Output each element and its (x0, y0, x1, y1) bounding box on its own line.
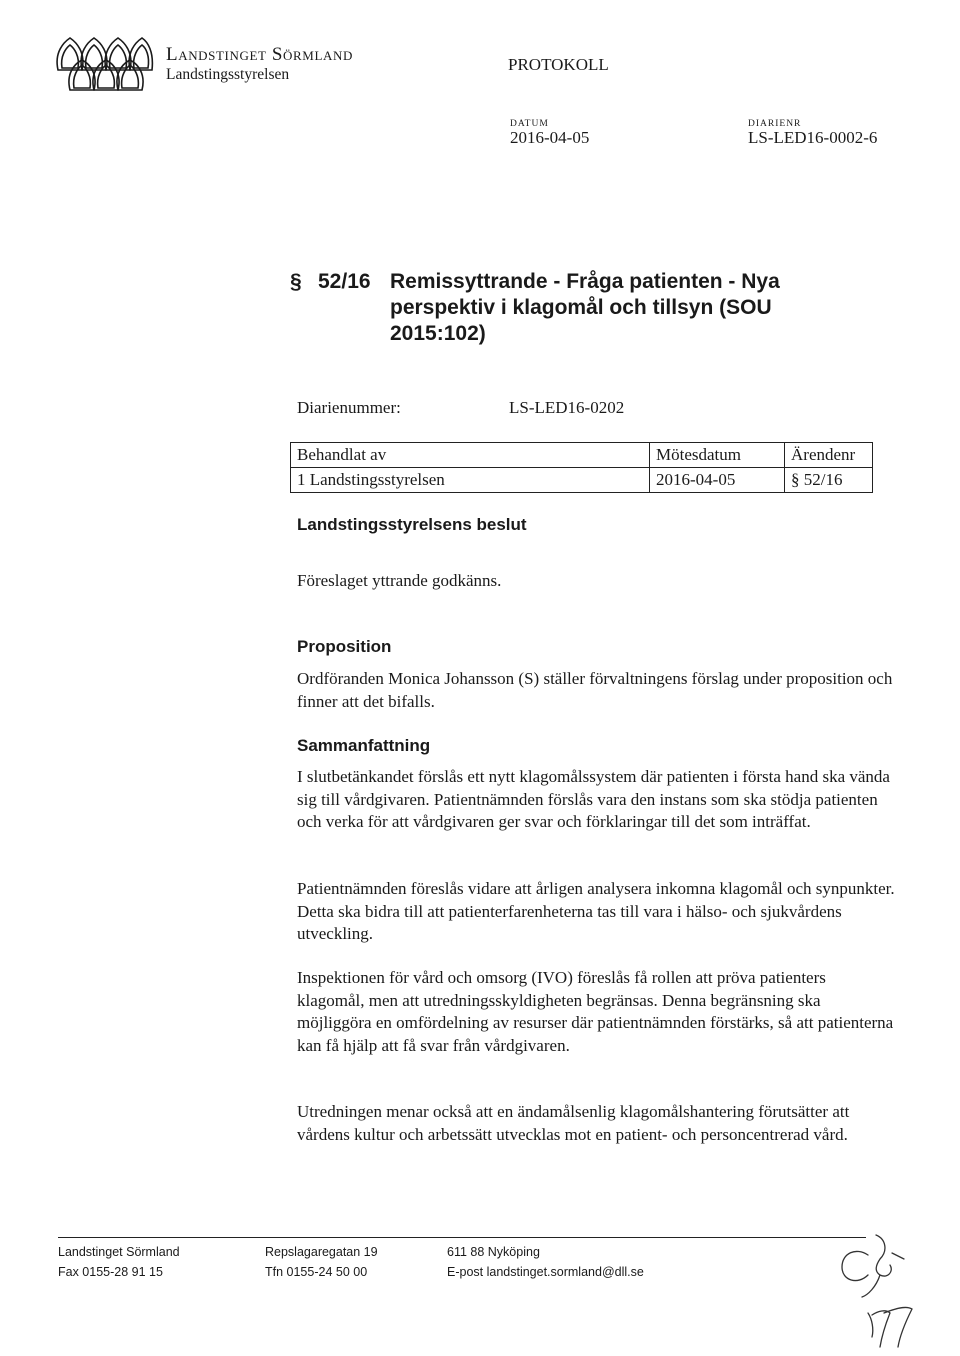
sammanfattning-paragraph: Inspektionen för vård och omsorg (IVO) föreslås få rollen att pröva patienters klagomål, men att utredningsskyldigheten begränsas. Denna begränsning ska möjliggöra en omfördelning av resurser där patientnämnden förstärks, så att patienterna kan få hjälp att få svar från vårdgivaren. (297, 968, 894, 1055)
proposition-heading: Proposition (297, 637, 392, 656)
footer-phone: Tfn 0155-24 50 00 (265, 1265, 368, 1279)
organization-unit: Landstingsstyrelsen (166, 66, 290, 83)
table-header-row (291, 443, 873, 468)
diarienummer-label: Diarienummer: (297, 398, 401, 417)
sammanfattning-paragraph: Patientnämnden föreslås vidare att årligen analysera inkomna klagomål och synpunkter. Detta ska bidra till att patienterfarenheterna tas till vara i hälso- och sjukvårdens utveckling. (297, 879, 895, 943)
date-value: 2016-04-05 (510, 128, 590, 147)
section-sign: § (290, 270, 302, 293)
diarie-value: LS-LED16-0002-6 (748, 128, 878, 147)
footer-fax: Fax 0155-28 91 15 (58, 1265, 163, 1279)
diarie-label: DIARIENR (748, 119, 802, 129)
table-row (291, 468, 873, 493)
diarienummer-value: LS-LED16-0202 (509, 398, 625, 417)
footer-street: Repslagaregatan 19 (265, 1245, 378, 1259)
beslut-text: Föreslaget yttrande godkänns. (297, 571, 502, 590)
footer-divider (58, 1237, 866, 1238)
handwritten-initials (828, 1225, 940, 1350)
table-cell: 1 Landstingsstyrelsen (291, 468, 650, 493)
footer-organization: Landstinget Sörmland (58, 1245, 180, 1259)
sammanfattning-paragraph: I slutbetänkandet förslås ett nytt klagomålssystem där patienten i första hand ska vända sig till vårdgivaren. Patientnämnden förslås vara den instans som ska stödja patienten och verka för att vårdgivaren ger svar och förklaringar till det som inträffat. (297, 767, 890, 831)
handling-table (290, 442, 873, 493)
sammanfattning-paragraph: Utredningen menar också att en ändamålsenlig klagomålshantering förutsätter att vårdens kultur och arbetssätt utvecklas mot en patient- och personcentrerad vård. (297, 1102, 850, 1144)
landstinget-logo (52, 30, 154, 96)
table-header-cell: Ärendenr (785, 443, 873, 468)
footer-postal: 611 88 Nyköping (447, 1245, 540, 1259)
beslut-heading: Landstingsstyrelsens beslut (297, 515, 527, 534)
table-cell: § 52/16 (785, 468, 873, 493)
table-cell: 2016-04-05 (650, 468, 785, 493)
date-label: DATUM (510, 119, 549, 129)
document-type: PROTOKOLL (508, 55, 609, 74)
footer-email: E-post landstinget.sormland@dll.se (447, 1265, 644, 1279)
sammanfattning-heading: Sammanfattning (297, 736, 431, 755)
case-title: Remissyttrande - Fråga patienten - Nya perspektiv i klagomål och tillsyn (SOU 2015:102) (390, 270, 780, 345)
table-header-cell: Behandlat av (291, 443, 650, 468)
organization-name: Landstinget Sörmland (166, 44, 353, 65)
case-number: 52/16 (318, 270, 371, 293)
proposition-text: Ordföranden Monica Johansson (S) ställer förvaltningens förslag under proposition och finner att det bifalls. (297, 669, 893, 711)
table-header-cell: Mötesdatum (650, 443, 785, 468)
